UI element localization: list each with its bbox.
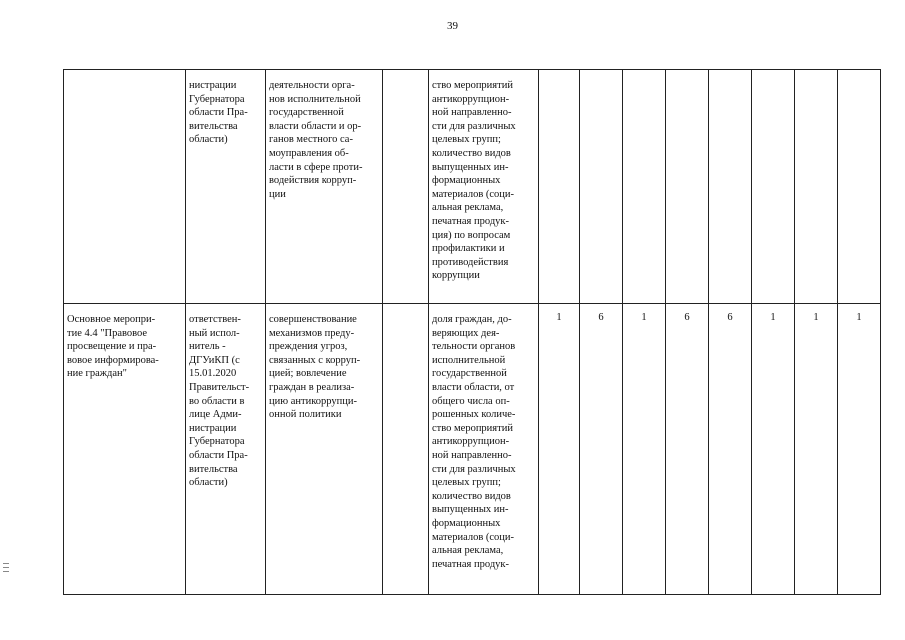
text-line: ция) по вопросам	[432, 229, 511, 241]
goal-cell	[266, 304, 383, 595]
text-line: формационных	[432, 517, 501, 529]
text-line: Губернатора	[189, 436, 245, 448]
text-line: власти области, от	[432, 381, 515, 393]
text-line: цией; вовлечение	[269, 368, 347, 380]
table-row	[64, 70, 881, 304]
text-line: ство мероприятий	[432, 80, 513, 91]
text-line: противодействия	[432, 256, 509, 268]
responsible-cell	[186, 304, 266, 595]
text-line: ние граждан"	[67, 368, 127, 380]
text-line: выпущенных ин-	[432, 504, 509, 516]
blank-cell	[383, 70, 429, 304]
value-cell: 1	[752, 304, 795, 595]
text-line: ДГУиКП (с	[189, 354, 240, 366]
text-line: ответствен-	[189, 314, 241, 325]
text-line: целевых групп;	[432, 134, 501, 146]
text-line: моуправления об-	[269, 147, 349, 159]
indicator-cell	[429, 70, 539, 304]
text-line: 15.01.2020	[189, 368, 237, 380]
name-cell	[64, 70, 186, 304]
text-line: онной политики	[269, 409, 342, 421]
text-line: преждения угроз,	[269, 341, 348, 353]
text-line: вительства	[189, 120, 238, 132]
value-cell: 1	[623, 304, 666, 595]
value-cell	[539, 70, 580, 304]
text-line: деятельности орга-	[269, 80, 355, 91]
text-line: власти области и ор-	[269, 120, 362, 132]
text-line: механизмов преду-	[269, 327, 355, 339]
text-line: нов исполнительной	[269, 93, 361, 105]
text-line: материалов (соци-	[432, 531, 515, 543]
goal-cell	[266, 70, 383, 304]
text-line: вовое информирова-	[67, 354, 159, 366]
text-line: области Пра-	[189, 449, 248, 461]
blank-cell	[383, 304, 429, 595]
text-line: граждан в реализа-	[269, 381, 355, 393]
indicator-cell	[429, 304, 539, 595]
text-line: области)	[189, 477, 228, 489]
text-line: ный испол-	[189, 327, 240, 339]
text-line: ной направленно-	[432, 449, 512, 461]
text-line: Правительст-	[189, 381, 250, 393]
text-line: государственной	[269, 107, 344, 119]
text-line: ство мероприятий	[432, 422, 513, 434]
responsible-cell	[186, 70, 266, 304]
text-line: антикоррупцион-	[432, 436, 510, 448]
text-line: количество видов	[432, 490, 511, 502]
text-line: тие 4.4 "Правовое	[67, 327, 148, 339]
text-line: печатная продук-	[432, 215, 510, 227]
value-cell	[838, 70, 881, 304]
text-line: профилактики и	[432, 243, 505, 255]
text-line: формационных	[432, 175, 501, 187]
text-line: целевых групп;	[432, 477, 501, 489]
text-line: области Пра-	[189, 107, 248, 119]
text-line: печатная продук-	[432, 558, 510, 570]
text-line: цию антикоррупци-	[269, 395, 357, 407]
text-line: нистрации	[189, 422, 237, 434]
text-line: общего числа оп-	[432, 395, 510, 407]
text-line: ласти в сфере проти-	[269, 161, 363, 173]
value-cell: 6	[709, 304, 752, 595]
text-line: области)	[189, 134, 228, 146]
value-cell	[795, 70, 838, 304]
text-line: водействия корруп-	[269, 175, 357, 187]
text-line: ции	[269, 188, 286, 200]
value-cell	[752, 70, 795, 304]
text-line: лице Адми-	[189, 409, 242, 421]
text-line: нитель -	[189, 341, 226, 353]
text-line: ганов местного са-	[269, 134, 353, 146]
text-line: антикоррупцион-	[432, 93, 510, 105]
text-line: рошенных количе-	[432, 409, 516, 421]
text-line: коррупции	[432, 270, 480, 282]
margin-marks	[3, 563, 9, 575]
text-line: Губернатора	[189, 93, 245, 105]
text-line: нистрации	[189, 80, 237, 91]
text-line: исполнительной	[432, 354, 506, 366]
text-line: просвещение и пра-	[67, 341, 157, 353]
text-line: количество видов	[432, 147, 511, 159]
text-line: альная реклама,	[432, 202, 504, 214]
text-line: веряющих дея-	[432, 327, 500, 339]
value-cell	[709, 70, 752, 304]
text-line: государственной	[432, 368, 507, 380]
text-line: Основное меропри-	[67, 314, 156, 325]
value-cell	[666, 70, 709, 304]
text-line: вительства	[189, 463, 238, 475]
text-line: связанных с корруп-	[269, 354, 361, 366]
page-number: 39	[447, 20, 458, 32]
text-line: материалов (соци-	[432, 188, 515, 200]
text-line: ной направленно-	[432, 107, 512, 119]
value-cell	[623, 70, 666, 304]
text-line: доля граждан, до-	[432, 314, 512, 325]
text-line: сти для различных	[432, 120, 516, 132]
value-cell: 1	[539, 304, 580, 595]
text-line: альная реклама,	[432, 545, 504, 557]
value-cell	[580, 70, 623, 304]
table-row	[64, 304, 881, 595]
value-cell: 6	[580, 304, 623, 595]
text-line: во области в	[189, 395, 245, 407]
value-cell: 6	[666, 304, 709, 595]
text-line: сти для различных	[432, 463, 516, 475]
name-cell	[64, 304, 186, 595]
text-line: выпущенных ин-	[432, 161, 509, 173]
value-cell: 1	[838, 304, 881, 595]
text-line: совершенствование	[269, 314, 357, 325]
value-cell: 1	[795, 304, 838, 595]
program-table	[63, 69, 881, 595]
text-line: тельности органов	[432, 341, 516, 353]
